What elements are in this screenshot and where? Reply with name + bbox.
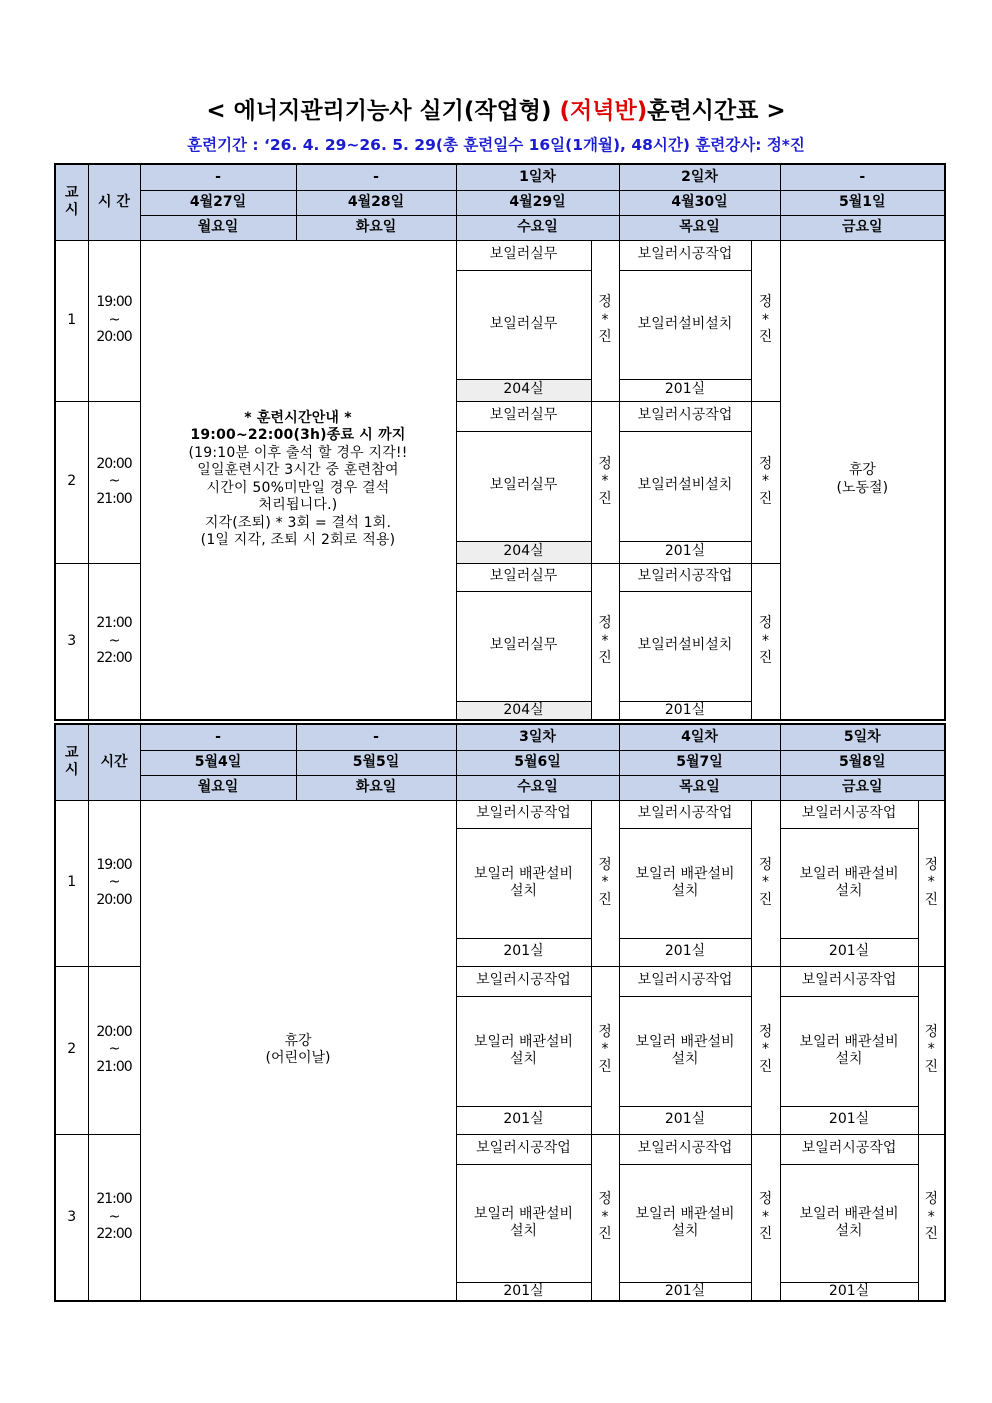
lesson-content: 보일러실무 — [456, 270, 591, 379]
instructor: 정 * 진 — [591, 401, 619, 563]
day-date: 5월6일 — [456, 750, 619, 775]
unit-name: 보일러시공작업 — [456, 966, 591, 996]
lesson-content: 보일러 배관설비 설치 — [456, 828, 591, 938]
period-number: 3 — [55, 563, 88, 720]
unit-name: 보일러실무 — [456, 401, 591, 431]
day-weekday: 화요일 — [296, 775, 456, 800]
week2-schedule-table — [54, 723, 946, 1302]
instructor: 정 * 진 — [918, 966, 945, 1134]
instructor: 정 * 진 — [591, 240, 619, 401]
instructor: 정 * 진 — [918, 800, 945, 966]
lesson-content: 보일러설비설치 — [619, 270, 751, 379]
instructor: 정 * 진 — [751, 401, 780, 563]
lesson-content: 보일러 배관설비 설치 — [619, 828, 751, 938]
lesson-content: 보일러실무 — [456, 591, 591, 701]
day-date: 4월30일 — [619, 190, 780, 215]
attendance-notice: * 훈련시간안내 * 19:00~22:00(3h)종료 시 까지 (19:10분 이후 출석 할 경우 지각!! 일일훈련시간 3시간 중 훈련참여 시간이 50%미만일 경우 결석 처리됩니다.) 지각(조퇴) * 3회 = 결석 1회. (1일 지각, 조퇴 시 2회로 적용) — [140, 240, 456, 720]
day-weekday: 목요일 — [619, 215, 780, 240]
unit-name: 보일러시공작업 — [619, 563, 751, 591]
day-date: 4월28일 — [296, 190, 456, 215]
room: 201실 — [456, 1106, 591, 1134]
day-weekday: 수요일 — [456, 215, 619, 240]
day-weekday: 목요일 — [619, 775, 780, 800]
day-seq: - — [140, 724, 296, 750]
unit-name: 보일러시공작업 — [456, 800, 591, 828]
lesson-content: 보일러 배관설비 설치 — [456, 996, 591, 1106]
week1-schedule-table — [54, 163, 946, 721]
day-seq: - — [296, 724, 456, 750]
day-weekday: 금요일 — [780, 775, 945, 800]
room: 201실 — [619, 938, 751, 966]
unit-name: 보일러실무 — [456, 563, 591, 591]
day-seq: 5일차 — [780, 724, 945, 750]
period-time: 21:00 ~ 22:00 — [88, 1134, 140, 1301]
page-title — [0, 92, 992, 125]
room: 204실 — [456, 701, 591, 720]
instructor: 정 * 진 — [751, 1134, 780, 1301]
instructor: 정 * 진 — [591, 800, 619, 966]
day-date: 4월27일 — [140, 190, 296, 215]
unit-name: 보일러시공작업 — [780, 1134, 918, 1164]
holiday-cell: 휴강 (어린이날) — [140, 800, 456, 1301]
day-date: 5월5일 — [296, 750, 456, 775]
title-highlight: (저녁반) — [559, 98, 648, 124]
lesson-content: 보일러 배관설비 설치 — [780, 1164, 918, 1282]
lesson-content: 보일러설비설치 — [619, 591, 751, 701]
unit-name: 보일러실무 — [456, 240, 591, 270]
room: 204실 — [456, 541, 591, 563]
day-date: 5월1일 — [780, 190, 945, 215]
day-weekday: 수요일 — [456, 775, 619, 800]
lesson-content: 보일러 배관설비 설치 — [456, 1164, 591, 1282]
day-date: 4월29일 — [456, 190, 619, 215]
room: 201실 — [456, 1282, 591, 1301]
day-seq: 4일차 — [619, 724, 780, 750]
room: 201실 — [619, 541, 751, 563]
instructor: 정 * 진 — [591, 1134, 619, 1301]
training-period: 훈련기간 : ‘26. 4. 29~26. 5. 29(총 훈련일수 16일(1개월), 48시간) 훈련강사: 정*진 — [187, 136, 805, 154]
room: 201실 — [619, 379, 751, 401]
room: 201실 — [456, 938, 591, 966]
day-weekday: 화요일 — [296, 215, 456, 240]
day-date: 5월4일 — [140, 750, 296, 775]
period-time: 20:00 ~ 21:00 — [88, 401, 140, 563]
period-number: 2 — [55, 401, 88, 563]
day-weekday: 월요일 — [140, 215, 296, 240]
room: 201실 — [619, 1106, 751, 1134]
day-seq: 1일차 — [456, 164, 619, 190]
period-header: 교 시 — [55, 724, 88, 800]
instructor: 정 * 진 — [751, 966, 780, 1134]
day-seq: - — [140, 164, 296, 190]
unit-name: 보일러시공작업 — [780, 966, 918, 996]
day-seq: - — [780, 164, 945, 190]
time-header: 시 간 — [88, 164, 140, 240]
unit-name: 보일러시공작업 — [456, 1134, 591, 1164]
lesson-content: 보일러실무 — [456, 431, 591, 541]
day-date: 5월7일 — [619, 750, 780, 775]
period-time: 20:00 ~ 21:00 — [88, 966, 140, 1134]
instructor: 정 * 진 — [591, 563, 619, 720]
period-number: 1 — [55, 240, 88, 401]
instructor: 정 * 진 — [751, 240, 780, 401]
unit-name: 보일러시공작업 — [619, 966, 751, 996]
instructor: 정 * 진 — [918, 1134, 945, 1301]
day-weekday: 월요일 — [140, 775, 296, 800]
period-time: 19:00 ~ 20:00 — [88, 240, 140, 401]
period-number: 1 — [55, 800, 88, 966]
instructor: 정 * 진 — [751, 800, 780, 966]
time-header: 시간 — [88, 724, 140, 800]
day-seq: 2일차 — [619, 164, 780, 190]
day-seq: 3일차 — [456, 724, 619, 750]
day-weekday: 금요일 — [780, 215, 945, 240]
day-date: 5월8일 — [780, 750, 945, 775]
room: 201실 — [780, 938, 918, 966]
room: 201실 — [619, 1282, 751, 1301]
unit-name: 보일러시공작업 — [619, 1134, 751, 1164]
period-time: 21:00 ~ 22:00 — [88, 563, 140, 720]
lesson-content: 보일러 배관설비 설치 — [780, 996, 918, 1106]
period-time: 19:00 ~ 20:00 — [88, 800, 140, 966]
unit-name: 보일러시공작업 — [619, 401, 751, 431]
day-seq: - — [296, 164, 456, 190]
unit-name: 보일러시공작업 — [619, 240, 751, 270]
room: 201실 — [619, 701, 751, 720]
title-prefix: < 에너지관리기능사 실기(작업형) — [206, 98, 560, 124]
room: 204실 — [456, 379, 591, 401]
unit-name: 보일러시공작업 — [780, 800, 918, 828]
period-header: 교 시 — [55, 164, 88, 240]
period-number: 3 — [55, 1134, 88, 1301]
period-number: 2 — [55, 966, 88, 1134]
unit-name: 보일러시공작업 — [619, 800, 751, 828]
instructor: 정 * 진 — [591, 966, 619, 1134]
instructor: 정 * 진 — [751, 563, 780, 720]
room: 201실 — [780, 1282, 918, 1301]
lesson-content: 보일러설비설치 — [619, 431, 751, 541]
room: 201실 — [780, 1106, 918, 1134]
holiday-cell: 휴강 (노동절) — [780, 240, 945, 720]
lesson-content: 보일러 배관설비 설치 — [619, 996, 751, 1106]
lesson-content: 보일러 배관설비 설치 — [780, 828, 918, 938]
lesson-content: 보일러 배관설비 설치 — [619, 1164, 751, 1282]
title-suffix: 훈련시간표 > — [647, 98, 786, 124]
